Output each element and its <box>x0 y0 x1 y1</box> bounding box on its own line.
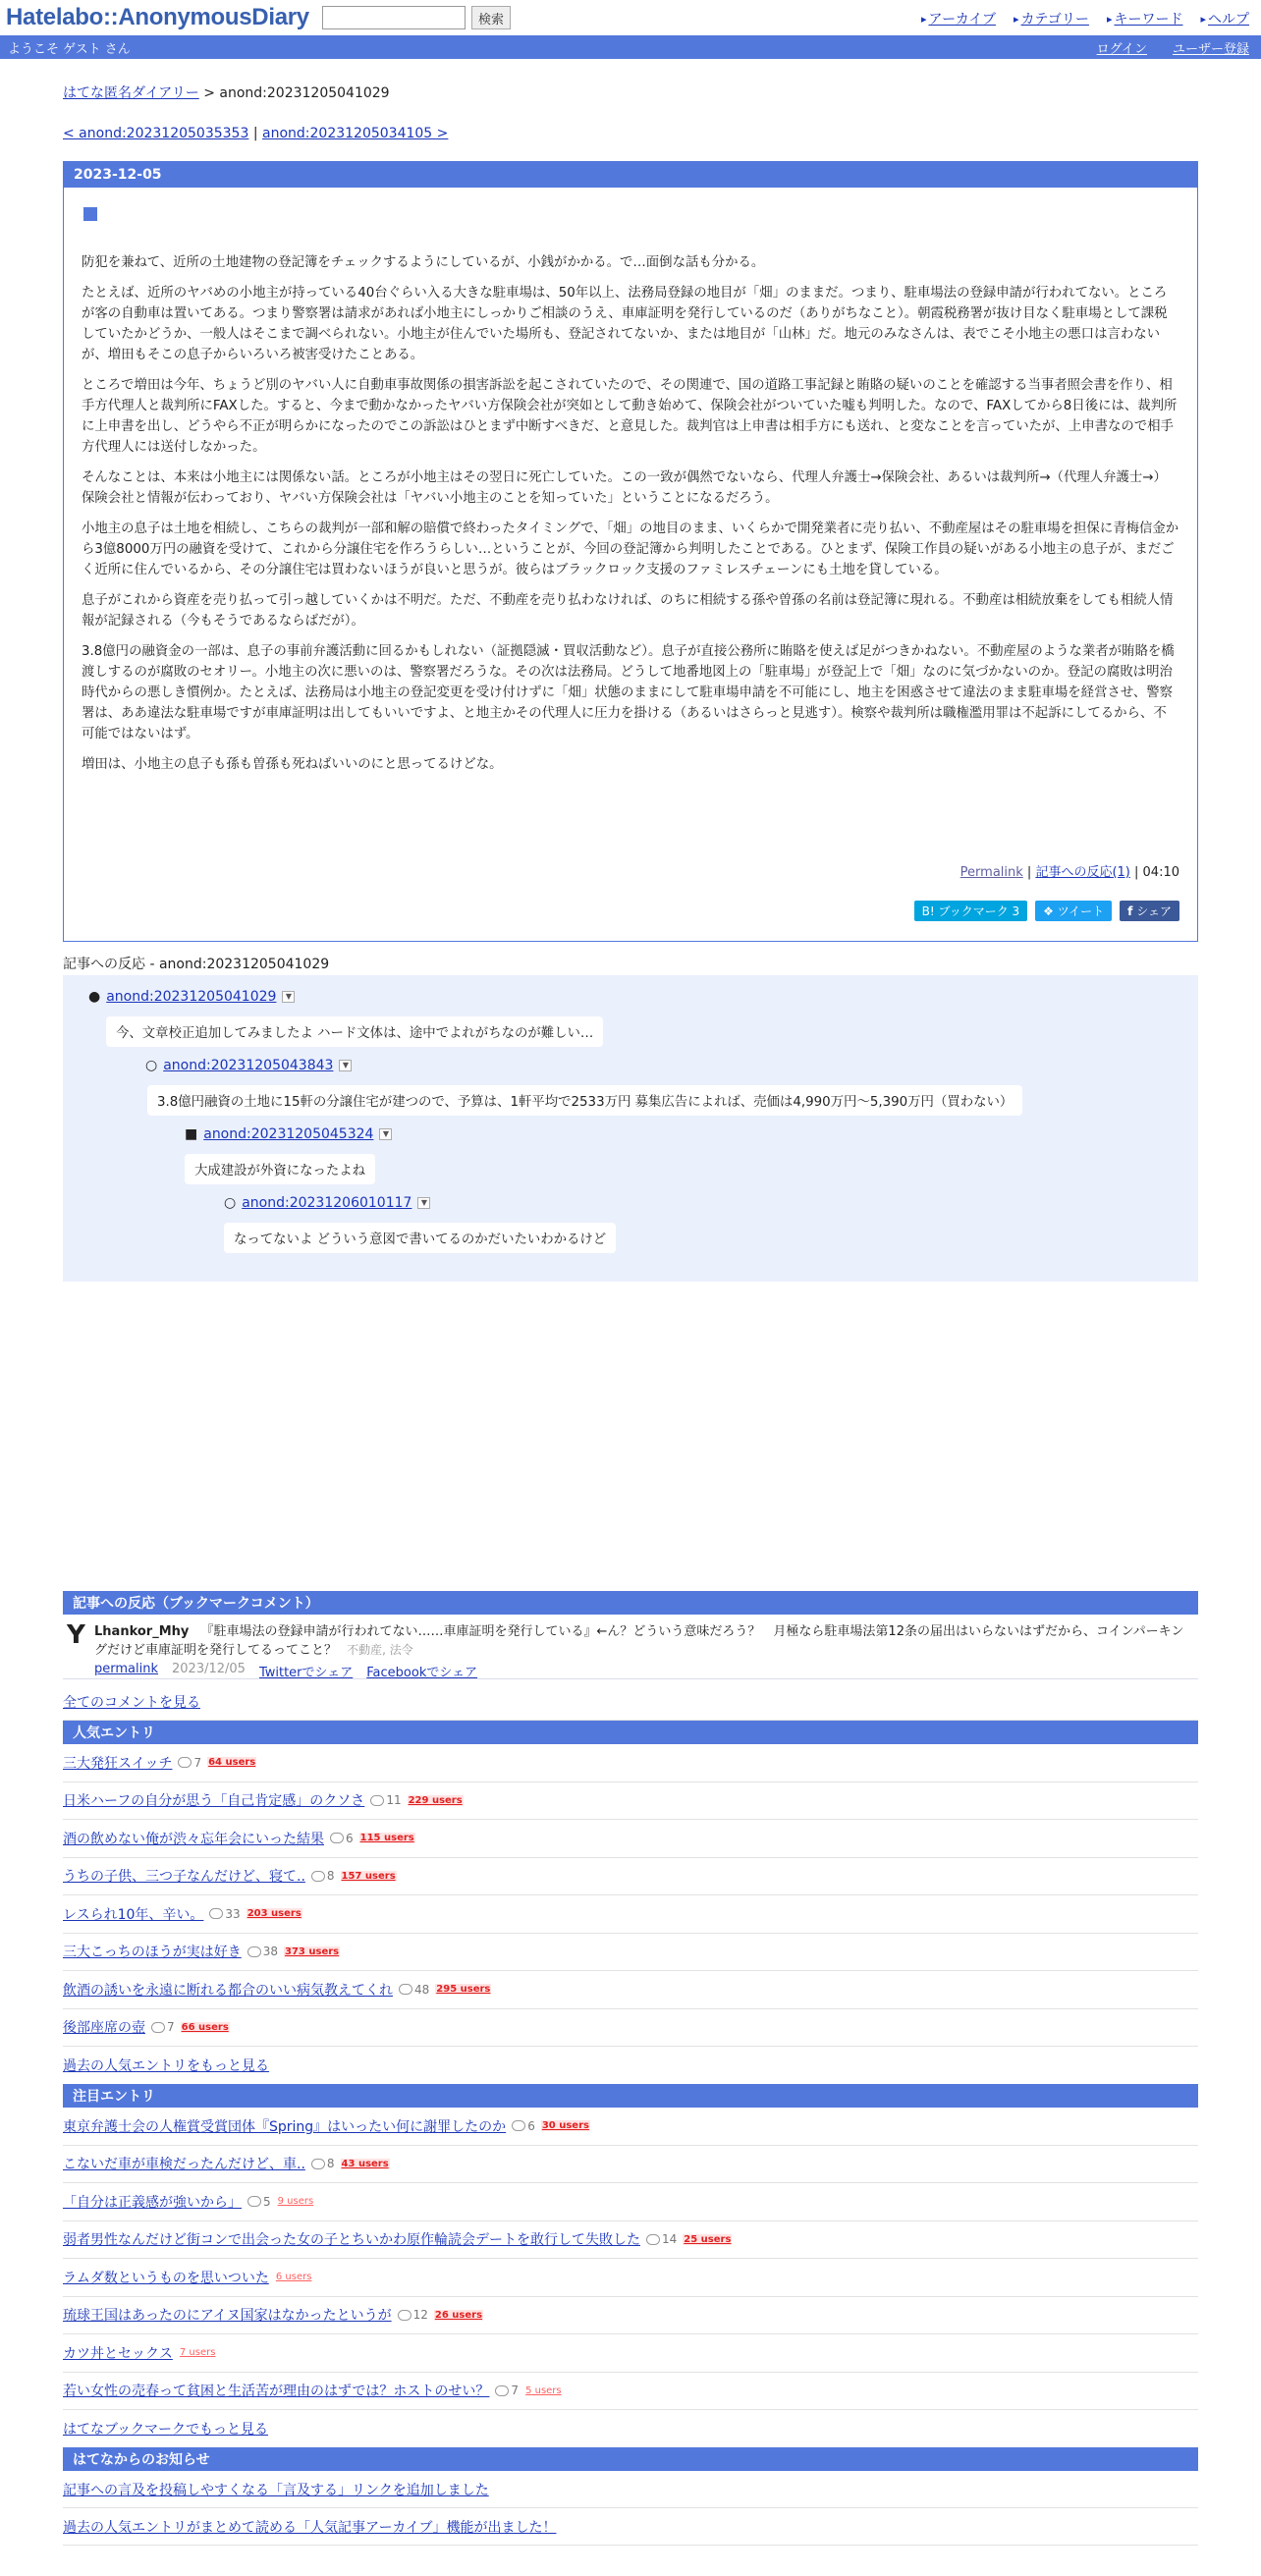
comment-count: 48 <box>414 1982 430 1997</box>
toggle-icon[interactable]: ▼ <box>379 1128 392 1140</box>
comment-bubble-icon <box>495 2385 509 2396</box>
reaction-tree <box>63 975 1198 1282</box>
entry-link[interactable]: 三大こっちのほうが実は好き <box>63 1945 242 1961</box>
entry-paragraph: 3.8億円の融資金の一部は、息子の事前弁護活動に回るかもしれない（証拠隠滅・買収活動など）。息子が直接公務所に賄賂を使えば足がつきかねない。不動産屋のような業者が賄賂を橋渡しするのが腐敗のセオリー。小地主の次に悪いのは、警察署だろうな。その次は法務局。どうして地番地図上の「駐車場」が登記上で「畑」なのに気づかないのか。登記の腐敗は明治時代からの悪しき慣例か。たとえば、法務局は小地主の登記変更を受け付けずに「畑」状態のままにして駐車場申請を不可能にし、地主を困惑させて違法のまま駐車場を経営させ、警察署は、ああ違法な駐車場ですが車庫証明は出してもいいですよ、と地主かその代理人に圧力を掛ける（あるいはさらっと見逃す）。検察や裁判所は職権濫用罪は不起訴にしてるから、不可能ではないはず。 <box>82 644 1175 741</box>
users-badge[interactable]: 7 users <box>179 2347 216 2359</box>
top-nav <box>921 9 1249 28</box>
entry-body <box>64 188 1197 941</box>
comment-count: 14 <box>662 2232 678 2247</box>
nav-category-link[interactable]: カテゴリー <box>1020 12 1089 27</box>
popular-more-link[interactable]: 過去の人気エントリをもっと見る <box>63 2058 269 2074</box>
login-link[interactable]: ログイン <box>1096 42 1147 57</box>
user-avatar[interactable]: Y <box>67 1620 85 1650</box>
entry-footer: Permalink | 記事への反応(1) | 04:10 <box>959 865 1179 880</box>
entry-link[interactable]: 東京弁護士会の人権賞受賞団体『Spring』はいったい何に謝罪したのか <box>63 2118 507 2135</box>
nav-archive-link[interactable]: アーカイブ <box>928 12 996 27</box>
comment-bubble-icon <box>209 1908 223 1919</box>
register-link[interactable]: ユーザー登録 <box>1172 42 1249 57</box>
diary-entry <box>63 161 1198 942</box>
entry-paragraph: ところで増田は今年、ちょうど別のヤバい人に自動車事故関係の損害訴訟を起こされていたので、その関連で、国の道路工事記録と賄賂の疑いのことを確認する当事者照会書を作り、相手方代理人と裁判所にFAXした。すると、今まで動かなかったヤバい方保険会社が突如として動き始めて、保険会社がついていた嘘も判明した。なので、FAXしてから8日後には、裁判所に上申書を出し、どうやら不正が明らかになったのでこの訴訟はひとまず中断すべきだ、と意見した。裁判官は上申書は相手方にも送れ、と変なことを言っていたが、上申書なので相手方代理人には送付しなかった。 <box>82 378 1178 455</box>
users-badge[interactable]: 295 users <box>436 1984 491 1996</box>
hatena-bookmark-button[interactable] <box>914 901 1028 921</box>
popular-list <box>63 1744 1198 2047</box>
bookmark-comment <box>63 1615 1198 1679</box>
entry-link[interactable]: レスられ10年、辛い。 <box>63 1906 204 1923</box>
list-item <box>63 2009 1198 2048</box>
comment-bubble-icon <box>398 2310 411 2321</box>
comment-count: 6 <box>346 1831 354 1845</box>
twitter-bird-icon: ❖ <box>1043 904 1054 918</box>
comment-date: 2023/12/05 <box>172 1662 246 1676</box>
entry-pager <box>63 126 1198 145</box>
chevron-right-icon: ▸ <box>920 12 927 26</box>
comment-count: 8 <box>326 2157 335 2171</box>
reactions-heading: 記事への反応 - anond:20231205041029 <box>63 957 330 972</box>
comment-twitter-share[interactable]: Twitterでシェア <box>258 1666 354 1680</box>
reaction-text: 今、文章校正追加してみましたよ ハード文体は、途中でよれがちなのが難しい… <box>106 1016 603 1047</box>
notice-item <box>63 2471 1198 2508</box>
toggle-icon[interactable]: ▼ <box>282 991 295 1003</box>
all-comments-link[interactable]: 全てのコメントを見る <box>63 1694 200 1711</box>
reaction-text: 3.8億円融資の土地に15軒の分譲住宅が建つので、予算は、1軒平均で2533万円 募集広告によれば、売価は4,990万円〜5,390万円（買わない） <box>147 1085 1022 1116</box>
comment-count: 11 <box>386 1793 402 1808</box>
comment-bubble-icon <box>311 2159 325 2169</box>
notice-link[interactable]: 過去の人気エントリがまとめて読める「人気記事アーカイブ」機能が出ました！ <box>63 2519 557 2536</box>
list-item <box>63 2334 1198 2373</box>
bullet-square-icon: ■ <box>185 1126 198 1142</box>
bullet-circle-icon: ○ <box>145 1058 158 1073</box>
entry-link[interactable]: 「自分は正義感が強いから」 <box>63 2194 242 2211</box>
permalink-link[interactable]: Permalink <box>959 865 1023 880</box>
bookmark-comments-heading: 記事への反応（ブックマークコメント） <box>63 1591 1198 1615</box>
comment-bubble-icon <box>247 2196 261 2207</box>
welcome-text: ようこそ ゲスト さん <box>8 41 131 57</box>
bullet-disc-icon: ● <box>88 989 101 1005</box>
comment-count: 8 <box>326 1869 335 1884</box>
users-badge[interactable]: 9 users <box>277 2196 314 2208</box>
reaction-link[interactable]: anond:20231205043843 <box>163 1058 334 1073</box>
all-comments-row <box>63 1683 1198 1721</box>
breadcrumb <box>63 82 1198 102</box>
facebook-share-button[interactable] <box>1120 901 1179 921</box>
tweet-label: ツイート <box>1057 904 1105 918</box>
entry-link[interactable]: 若い女性の売春って貧困と生活苦が理由のはずでは？ホストのせい？ <box>63 2384 490 2400</box>
notice-item <box>63 2508 1198 2546</box>
list-item <box>63 2183 1198 2221</box>
tweet-button[interactable] <box>1035 901 1112 921</box>
entry-link[interactable]: 三大発狂スイッチ <box>63 1755 173 1772</box>
breadcrumb-current: anond:20231205041029 <box>219 85 390 101</box>
next-entry-link[interactable]: anond:20231205034105 > <box>262 126 449 141</box>
entry-link[interactable]: 飲酒の誘いを永遠に断れる都合のいい病気教えてくれ <box>63 1982 393 1999</box>
users-badge[interactable]: 66 users <box>181 2021 229 2033</box>
list-item <box>63 1934 1198 1972</box>
list-item <box>63 1820 1198 1858</box>
users-badge[interactable]: 26 users <box>434 2309 483 2321</box>
comment-permalink[interactable]: permalink <box>94 1662 159 1676</box>
toggle-icon[interactable]: ▼ <box>417 1197 430 1209</box>
reaction-text: 大成建設が外資になったよね <box>185 1154 375 1184</box>
entry-link[interactable]: 後部座席の壺 <box>63 2020 145 2037</box>
entry-link[interactable]: 酒の飲めない俺が渋々忘年会にいった結果 <box>63 1831 324 1847</box>
comment-bubble-icon <box>330 1833 344 1843</box>
users-badge[interactable]: 64 users <box>208 1757 256 1769</box>
reaction-link[interactable]: anond:20231205045324 <box>203 1126 374 1142</box>
search-input[interactable] <box>322 6 466 29</box>
entry-paragraph: 息子がこれから資産を売り払って引っ越していくかは不明だ。ただ、不動産を売り払わなければ、のちに相続する孫や曽孫の名前は登記簿に現れる。不動産は相続放棄をしても相続人情報が記録される（今もそうであるならばだが）。 <box>82 593 1174 629</box>
comment-tags: 不動産, 法令 <box>347 1643 413 1657</box>
prev-entry-link[interactable]: < anond:20231205035353 <box>63 126 249 141</box>
list-item <box>63 1782 1198 1821</box>
reaction-text: なってないよ どういう意図で書いてるのかだいたいわかるけど <box>224 1223 616 1253</box>
comment-bubble-icon <box>370 1795 384 1806</box>
comment-bubble-icon <box>247 1946 261 1957</box>
bullet-circle-icon: ○ <box>224 1195 237 1211</box>
search-button[interactable]: 検索 <box>471 6 511 29</box>
chevron-right-icon: ▸ <box>1013 12 1019 26</box>
reactions-link[interactable]: 記事への反応(1) <box>1035 865 1130 880</box>
welcome-bar <box>0 35 1261 59</box>
entry-paragraph: 防犯を兼ねて、近所の土地建物の登記簿をチェックするようにしているが、小銭がかかる。で…面倒な話も分かる。 <box>82 255 765 270</box>
comment-count: 7 <box>193 1755 202 1770</box>
popular-more-row <box>63 2047 1198 2084</box>
entry-link[interactable]: カツ丼とセックス <box>63 2345 173 2362</box>
list-item <box>63 1971 1198 2009</box>
comment-facebook-share[interactable]: Facebookでシェア <box>366 1666 478 1680</box>
users-badge[interactable]: 25 users <box>684 2233 732 2245</box>
featured-more-row <box>63 2410 1198 2447</box>
list-item <box>63 2373 1198 2411</box>
toggle-icon[interactable]: ▼ <box>339 1060 352 1071</box>
entry-link[interactable]: うちの子供、三つ子なんだけど、寝て.. <box>63 1869 305 1886</box>
comment-count: 6 <box>527 2118 535 2133</box>
users-badge[interactable]: 5 users <box>525 2384 562 2396</box>
featured-heading: 注目エントリ <box>63 2084 1198 2108</box>
list-item <box>63 2146 1198 2184</box>
reaction-item <box>145 1058 352 1073</box>
entry-paragraph: 小地主の息子は土地を相続し、こちらの裁判が一部和解の賠償で終わったタイミングで、「畑」の地目のまま、いくらかで開発業者に売り払い、不動産屋はその駐車場を担保に青梅信金から3億8000万円の融資を受けて、これから分譲住宅を作ろうらしい…ということが、今回の登記簿から判明したことである。ひとまず、保険工作員の疑いがある小地主の息子が、まだごく近所に住んでいるから、その分譲住宅は買わないほうが良いと思うが。彼らはブラックロック支援のファミレスチェーンにも土地を貸している。 <box>82 521 1179 577</box>
users-badge[interactable]: 373 users <box>285 1946 340 1957</box>
breadcrumb-separator: > <box>203 85 215 101</box>
top-bar <box>0 0 1261 35</box>
list-item <box>63 1744 1198 1782</box>
entry-paragraph: 増田は、小地主の息子も孫も曽孫も死ねばいいのにと思ってるけどな。 <box>82 757 503 772</box>
comment-user[interactable]: Lhankor_Mhy <box>94 1624 190 1639</box>
users-badge[interactable]: 6 users <box>275 2272 312 2283</box>
list-item <box>63 2108 1198 2146</box>
reaction-link[interactable]: anond:20231205041029 <box>106 989 277 1005</box>
comment-count: 5 <box>263 2194 271 2209</box>
comment-bubble-icon <box>646 2234 660 2245</box>
sidebar-sections <box>63 1591 1198 2546</box>
featured-list <box>63 2108 1198 2410</box>
users-badge[interactable]: 229 users <box>408 1794 463 1806</box>
entry-text <box>82 252 1179 775</box>
chevron-right-icon: ▸ <box>1200 12 1206 26</box>
facebook-icon: f <box>1127 904 1133 918</box>
share-buttons <box>914 901 1179 921</box>
comment-bubble-icon <box>311 1871 325 1882</box>
comment-bubble-icon <box>178 1757 192 1768</box>
users-badge[interactable]: 157 users <box>341 1870 396 1882</box>
users-badge[interactable]: 30 users <box>541 2120 589 2132</box>
comment-bubble-icon <box>151 2022 165 2033</box>
entry-link[interactable]: 日米ハーフの自分が思う「自己肯定感」のクソさ <box>63 1793 365 1810</box>
comment-bubble-icon <box>399 1984 412 1995</box>
list-item <box>63 1858 1198 1896</box>
comment-count: 7 <box>511 2384 520 2398</box>
users-badge[interactable]: 43 users <box>341 2158 389 2169</box>
list-item <box>63 1895 1198 1934</box>
entry-time: 04:10 <box>1142 865 1179 880</box>
nav-keyword-link[interactable]: キーワード <box>1114 12 1183 27</box>
reaction-link[interactable]: anond:20231206010117 <box>242 1195 412 1211</box>
entry-date: 2023-12-05 <box>64 162 1197 188</box>
popular-heading: 人気エントリ <box>63 1721 1198 1744</box>
comment-count: 38 <box>262 1945 279 1959</box>
list-item <box>63 2297 1198 2335</box>
breadcrumb-home-link[interactable]: はてな匿名ダイアリー <box>63 85 199 101</box>
entry-link[interactable]: ラムダ数というものを思いついた <box>63 2270 269 2286</box>
reaction-item <box>185 1126 392 1142</box>
entry-link[interactable]: 琉球王国はあったのにアイヌ国家はなかったというが <box>63 2308 392 2325</box>
entry-title-link[interactable] <box>83 207 97 221</box>
chevron-right-icon: ▸ <box>1106 12 1113 26</box>
notices-heading: はてなからのお知らせ <box>63 2447 1198 2471</box>
users-badge[interactable]: 203 users <box>247 1908 302 1920</box>
entry-link[interactable]: こないだ車が車検だったんだけど、車.. <box>63 2157 305 2173</box>
comment-bubble-icon <box>512 2120 525 2131</box>
list-item <box>63 2221 1198 2260</box>
comment-text: 『駐車場法の登録申請が行われてない……車庫証明を発行している』←ん？どういう意味だろう？ 月極なら駐車場法第12条の届出はいらないはずだから、コインパーキングだけど車庫証明を発行してるってこと？ <box>94 1624 1184 1658</box>
reaction-item <box>88 989 295 1005</box>
pager-separator: | <box>252 126 258 141</box>
entry-paragraph: たとえば、近所のヤバめの小地主が持っている40台ぐらい入る大きな駐車場は、50年以上、法務局登録の地目が「畑」のままだ。つまり、駐車場法の登録申請が行われてない。ところが客の自動車は置いてある。つまり警察署は請求があれば小地主にしっかりご相談のうえ、車庫証明を発行しているのだ（ありがちなこと）。朝霞税務署が抜け目なく駐車場として課税していたかどうか、一般人はそこまで調べられない。小地主が住んでいた場所も、登記されてないか、または地目が「山林」だ。地元のみなさんは、表でこそ小地主の悪口は言わないが、増田もそこの息子からいろいろ被害受けたことある。 <box>82 286 1168 362</box>
featured-more-link[interactable]: はてなブックマークでもっと見る <box>63 2422 269 2438</box>
bookmark-label: B! ブックマーク <box>921 904 1009 918</box>
comment-count: 7 <box>167 2020 175 2035</box>
comment-count: 33 <box>225 1906 241 1921</box>
reaction-item <box>224 1195 430 1211</box>
main-content <box>63 82 1198 2576</box>
bookmark-count: 3 <box>1012 904 1020 918</box>
nav-help-link[interactable]: ヘルプ <box>1208 12 1249 27</box>
notice-link[interactable]: 記事への言及を投稿しやすくなる「言及する」リンクを追加しました <box>63 2482 489 2498</box>
comment-count: 12 <box>412 2308 428 2323</box>
users-badge[interactable]: 115 users <box>359 1833 414 1844</box>
entry-link[interactable]: 弱者男性なんだけど街コンで出会った女の子とちいかわ原作輪読会デートを敢行して失敗した <box>63 2232 640 2249</box>
site-logo[interactable]: Hatelabo::AnonymousDiary <box>6 4 309 30</box>
entry-paragraph: そんなことは、本来は小地主には関係ない話。ところが小地主はその翌日に死亡していた。この一致が偶然でないなら、代理人弁護士→保険会社、あるいは裁判所→（代理人弁護士→）保険会社と情報が伝わっており、ヤバい方保険会社は「ヤバい小地主のことを知っていた」ということになるだろう。 <box>82 470 1167 506</box>
list-item <box>63 2259 1198 2297</box>
facebook-label: シェア <box>1136 904 1172 918</box>
